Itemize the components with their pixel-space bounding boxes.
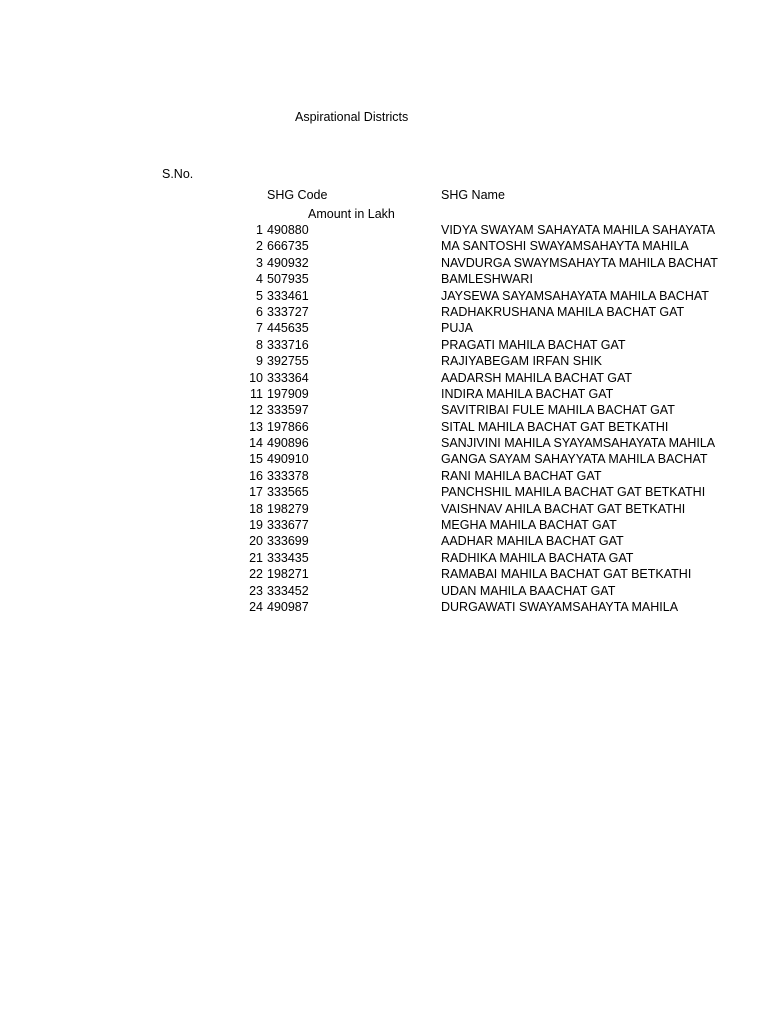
row-shg-name: DURGAWATI SWAYAMSAHAYTA MAHILA	[441, 599, 679, 614]
row-shg-code: 333378	[267, 468, 309, 483]
row-sno: 1	[256, 223, 263, 237]
sno-column-header: S.No.	[162, 167, 194, 181]
row-shg-name: AADARSH MAHILA BACHAT GAT	[441, 370, 633, 385]
table-row	[0, 583, 768, 599]
row-sno: 9	[256, 354, 263, 369]
row-sno: 16	[249, 468, 263, 483]
table-row	[0, 419, 768, 435]
row-sno: 11	[250, 386, 263, 401]
row-shg-code: 490896	[267, 436, 309, 451]
row-shg-code: 490880	[267, 223, 309, 237]
table-row	[0, 255, 768, 271]
row-sno: 20	[249, 534, 263, 549]
row-shg-name: NAVDURGA SWAYMSAHAYTA MAHILA BACHAT	[441, 255, 718, 270]
row-shg-name: VIDYA SWAYAM SAHAYATA MAHILA SAHAYATA	[441, 223, 716, 237]
row-shg-code: 507935	[267, 272, 309, 287]
table-row	[0, 320, 768, 336]
row-shg-name: MEGHA MAHILA BACHAT GAT	[441, 518, 617, 533]
row-shg-code: 333461	[267, 288, 309, 303]
row-shg-name: SITAL MAHILA BACHAT GAT BETKATHI	[441, 419, 669, 434]
row-shg-code: 333435	[267, 550, 309, 565]
row-shg-name: SANJIVINI MAHILA SYAYAMSAHAYATA MAHILA	[441, 436, 716, 451]
table-row	[0, 222, 768, 238]
page-title: Aspirational Districts	[295, 110, 409, 124]
row-sno: 17	[249, 485, 263, 500]
row-shg-name: RAMABAI MAHILA BACHAT GAT BETKATHI	[441, 567, 692, 582]
row-shg-name: GANGA SAYAM SAHAYYATA MAHILA BACHAT	[441, 452, 708, 467]
table-row	[0, 353, 768, 369]
row-shg-name: BAMLESHWARI	[441, 272, 533, 287]
row-sno: 12	[249, 403, 263, 418]
row-sno: 7	[256, 321, 263, 336]
shg-code-column-header: SHG Code	[267, 188, 328, 202]
row-shg-code: 333677	[267, 518, 309, 533]
row-sno: 3	[256, 255, 263, 270]
table-row	[0, 402, 768, 418]
row-sno: 23	[249, 583, 263, 598]
row-sno: 18	[249, 501, 263, 516]
row-shg-code: 333452	[267, 583, 309, 598]
row-sno: 2	[256, 239, 263, 254]
table-row	[0, 599, 768, 615]
row-shg-code: 333565	[267, 485, 309, 500]
row-shg-name: INDIRA MAHILA BACHAT GAT	[441, 386, 614, 401]
table-row	[0, 550, 768, 566]
row-shg-code: 198271	[267, 567, 309, 582]
table-row	[0, 501, 768, 517]
row-sno: 21	[249, 550, 263, 565]
row-sno: 10	[249, 370, 263, 385]
row-shg-code: 333597	[267, 403, 309, 418]
table-row	[0, 271, 768, 287]
row-shg-name: RANI MAHILA BACHAT GAT	[441, 468, 602, 483]
row-shg-name: AADHAR MAHILA BACHAT GAT	[441, 534, 624, 549]
row-shg-name: PRAGATI MAHILA BACHAT GAT	[441, 337, 626, 352]
table-row	[0, 517, 768, 533]
row-shg-code: 333364	[267, 370, 309, 385]
row-shg-name: RADHIKA MAHILA BACHATA GAT	[441, 550, 634, 565]
shg-table-body	[0, 222, 768, 615]
table-row	[0, 337, 768, 353]
row-sno: 14	[249, 436, 263, 451]
row-shg-code: 198279	[267, 501, 309, 516]
row-shg-code: 197866	[267, 419, 309, 434]
row-shg-name: VAISHNAV AHILA BACHAT GAT BETKATHI	[441, 501, 686, 516]
table-row	[0, 435, 768, 451]
table-row	[0, 370, 768, 386]
amount-column-header: Amount in Lakh	[308, 207, 395, 221]
row-shg-name: MA SANTOSHI SWAYAMSAHAYTA MAHILA	[441, 239, 689, 254]
row-shg-name: JAYSEWA SAYAMSAHAYATA MAHILA BACHAT	[441, 288, 709, 303]
row-shg-code: 490932	[267, 255, 309, 270]
row-sno: 15	[249, 452, 263, 467]
row-sno: 24	[249, 599, 263, 614]
table-row	[0, 451, 768, 467]
shg-name-column-header: SHG Name	[441, 188, 505, 202]
row-sno: 8	[256, 337, 263, 352]
row-shg-name: RAJIYABEGAM IRFAN SHIK	[441, 354, 602, 369]
row-shg-code: 333699	[267, 534, 309, 549]
table-row	[0, 386, 768, 402]
row-sno: 19	[249, 518, 263, 533]
row-shg-code: 392755	[267, 354, 309, 369]
row-shg-code: 666735	[267, 239, 309, 254]
table-row	[0, 304, 768, 320]
row-shg-code: 333727	[267, 304, 309, 319]
row-sno: 4	[256, 272, 263, 287]
row-sno: 13	[249, 419, 263, 434]
table-row	[0, 288, 768, 304]
row-shg-code: 490910	[267, 452, 309, 467]
row-shg-code: 445635	[267, 321, 309, 336]
row-shg-name: UDAN MAHILA BAACHAT GAT	[441, 583, 616, 598]
row-shg-code: 490987	[267, 599, 309, 614]
table-row	[0, 484, 768, 500]
table-row	[0, 533, 768, 549]
row-shg-name: PANCHSHIL MAHILA BACHAT GAT BETKATHI	[441, 485, 706, 500]
row-sno: 22	[249, 567, 263, 582]
row-shg-name: SAVITRIBAI FULE MAHILA BACHAT GAT	[441, 403, 675, 418]
row-shg-name: RADHAKRUSHANA MAHILA BACHAT GAT	[441, 304, 685, 319]
table-row	[0, 566, 768, 582]
row-shg-code: 197909	[267, 386, 309, 401]
table-row	[0, 468, 768, 484]
row-sno: 5	[256, 288, 263, 303]
row-shg-name: PUJA	[441, 321, 473, 336]
row-sno: 6	[256, 304, 263, 319]
table-row	[0, 238, 768, 254]
row-shg-code: 333716	[267, 337, 309, 352]
